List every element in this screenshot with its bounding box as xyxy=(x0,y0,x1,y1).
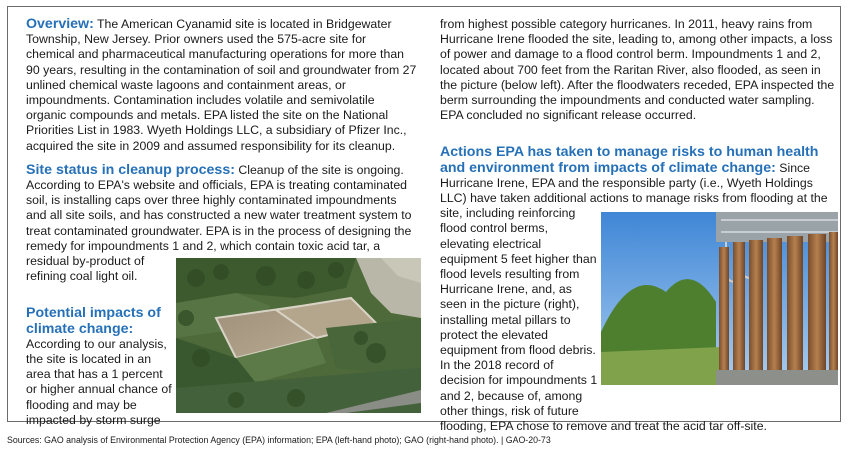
actions-paragraph xyxy=(440,145,840,221)
impacts-heading: Potential impacts of climate change: xyxy=(26,305,161,337)
continued-text: from highest possible category hurricanes. In 2011, heavy rains from Hurricane Irene flooded the site, leading to, among other impacts, a loss of power and damage to a flood control berm. Impoundments 1 and 2, located about 700 feet from the Raritan River, also flooded, as seen in the picture (below left). After the floodwaters receded, EPA inspected the berm surrounding the impoundments and conducted water sampling. EPA concluded no significant release occurred. xyxy=(440,17,835,123)
content-panel xyxy=(7,6,841,434)
actions-narrow-text: flood control berms, elevating electrical equipment 5 feet higher than flood levels resulting from Hurricane Irene, and, as seen in the picture (right), installing metal pillars to protect the elevated equipment from flood debris. In the 2018 record of decision for impoundments 1 and 2, because of, among other things, risk of future xyxy=(440,221,598,418)
metal-pillars-photo xyxy=(601,212,838,385)
overview-heading: Overview: xyxy=(26,16,94,32)
actions-heading: Actions EPA has taken to manage risks to human health and environment from impacts of climate change: xyxy=(440,144,819,176)
overview-text: The American Cyanamid site is located in Bridgewater Township, New Jersey. Prior owners used the 575-acre site for chemical and pharmaceutical manufacturing operations for more than 90 years, resulting in the contamination of soil and groundwater from 27 unlined chemical waste lagoons and containment areas, or impoundments. Contamination includes volatile and semivolatile organic compounds and metals. EPA listed the site on the National Priorities List in 1983. Wyeth Holdings LLC, a subsidiary of Pfizer Inc., acquired the site in 2009 and assumed responsibility for its cleanup. xyxy=(26,17,417,153)
metal-pillars-illustration xyxy=(601,212,838,385)
status-continuation: residual by-product of refining coal light oil. xyxy=(26,254,145,284)
impacts-text: According to our analysis, the site is located in an area that has a 1 percent or higher annual chance of flooding and may be impacted by storm surge xyxy=(26,336,172,427)
status-text: Cleanup of the site is ongoing. According to EPA's website and officials, EPA is treating contaminated soil, is installing caps over three highly contaminated impoundments and all site soils, and has constructed a new water treatment system to treat contaminated groundwater. EPA is in the process of designing the remedy for impoundments 1 and 2, which contain toxic acid tar, a xyxy=(26,162,412,253)
flooded-impoundments-photo xyxy=(176,258,421,413)
status-heading: Site status in cleanup process: xyxy=(26,161,235,178)
source-footer: Sources: GAO analysis of Environmental Protection Agency (EPA) information; EPA (left-hand photo); GAO (right-hand photo). | GAO-20-73 xyxy=(7,435,551,445)
actions-end-text: flooding, EPA chose to remove and treat the acid tar off-site. xyxy=(440,419,767,434)
actions-text: Since Hurricane Irene, EPA and the responsible party (i.e., Wyeth Holdings LLC) have taken additional actions to manage risks from flooding at the site, including reinforcing xyxy=(440,160,828,221)
status-paragraph xyxy=(26,163,418,254)
overview-paragraph xyxy=(26,17,418,154)
aerial-flood-illustration xyxy=(176,258,421,413)
